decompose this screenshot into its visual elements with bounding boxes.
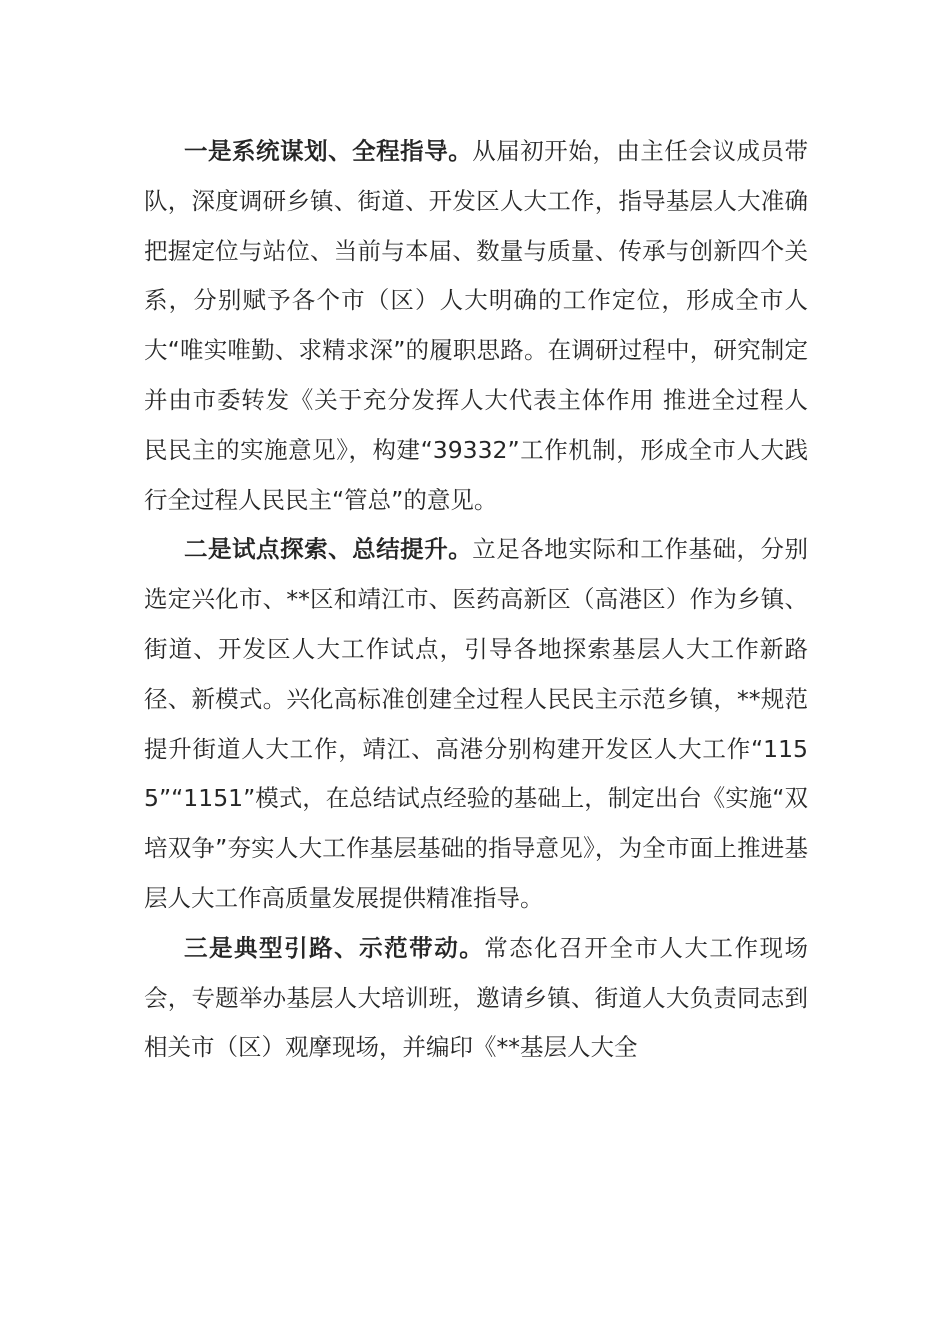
paragraph-1 [144,127,808,525]
paragraph-1-heading: 一是系统谋划、全程指导。 [184,137,473,165]
paragraph-3-text: 常态化召开全市人大工作现场会，专题举办基层人大培训班，邀请乡镇、街道人大负责同志到相关市（区）观摩现场，并编印《**基层人大全 [144,933,808,1062]
document-body [144,127,808,1073]
paragraph-2-heading: 二是试点探索、总结提升。 [184,535,473,564]
paragraph-3-heading: 三是典型引路、示范带动。 [184,933,485,962]
paragraph-3 [144,924,808,1073]
paragraph-2-text: 立足各地实际和工作基础，分别选定兴化市、**区和靖江市、医药高新区（高港区）作为乡镇、街道、开发区人大工作试点，引导各地探索基层人大工作新路径、新模式。兴化高标准创建全过程人民民主示范乡镇，**规范提升街道人大工作，靖江、高港分别构建开发区人大工作“1155”“1151”模式，在总结试点经验的基础上，制定出台《实施“双培双争”夯实人大工作基层基础的指导意见》，为全市面上推进基层人大工作高质量发展提供精准指导。 [144,535,809,912]
paragraph-2 [144,525,808,923]
paragraph-1-text: 从届初开始，由主任会议成员带队，深度调研乡镇、街道、开发区人大工作，指导基层人大准确把握定位与站位、当前与本届、数量与质量、传承与创新四个关系，分别赋予各个市（区）人大明确的工作定位，形成全市人大“唯实唯勤、求精求深”的履职思路。在调研过程中，研究制定并由市委转发《关于充分发挥人大代表主体作用 推进全过程人民民主的实施意见》，构建“39332”工作机制，形成全市人大践行全过程人民民主“管总”的意见。 [144,137,809,514]
